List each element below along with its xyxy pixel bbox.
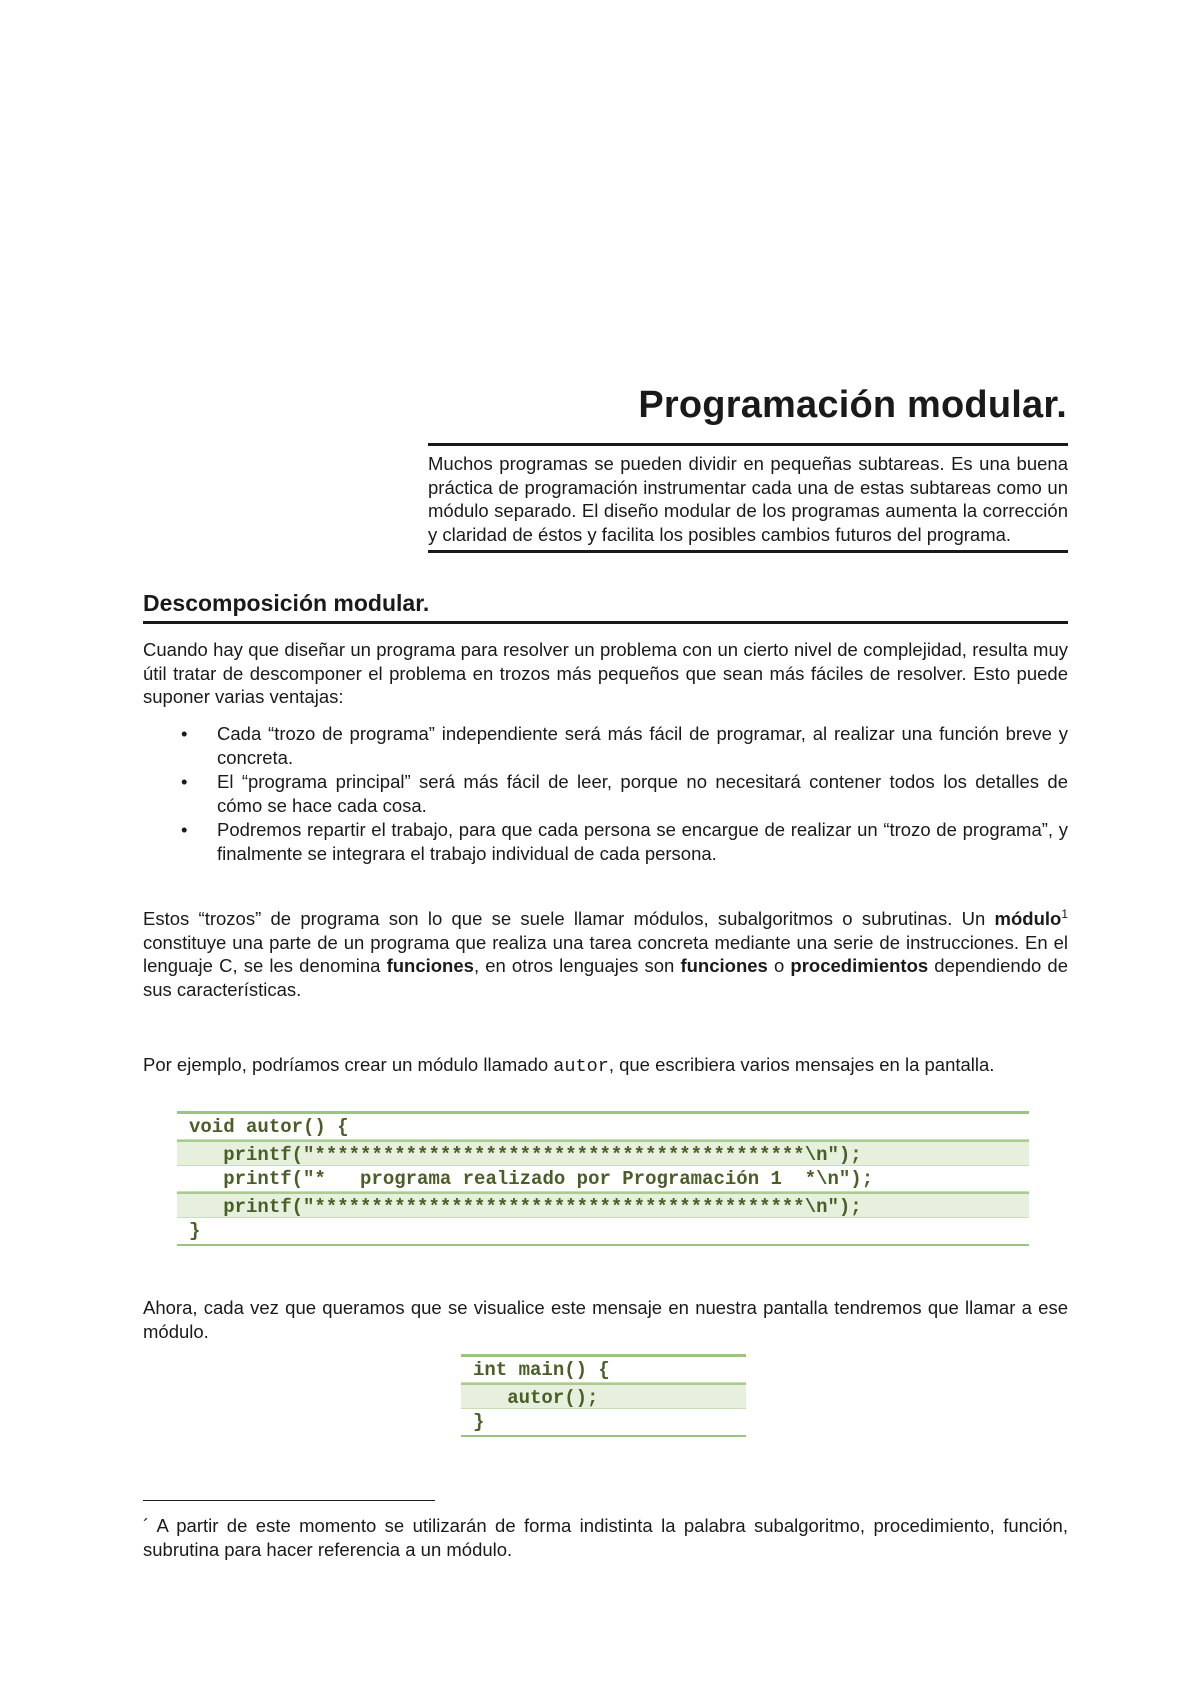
code-line: void autor() {: [177, 1114, 1029, 1140]
example-paragraph: [143, 1053, 1068, 1079]
text-run: , que escribiera varios mensajes en la pantalla.: [608, 1054, 995, 1075]
bullet-icon: •: [181, 819, 188, 840]
list-item: [143, 818, 1068, 865]
list-item-text: Podremos repartir el trabajo, para que cada persona se encargue de realizar un “trozo de programa”, y finalmente se integrara el trabajo individual de cada persona.: [217, 819, 1068, 864]
text-run: Por ejemplo, podríamos crear un módulo llamado: [143, 1054, 554, 1075]
code-block-autor: [177, 1111, 1029, 1246]
inline-code: autor: [553, 1056, 609, 1077]
footnote: [143, 1514, 1068, 1561]
code-line: }: [473, 1411, 485, 1433]
code-line: printf("*******************************************\n");: [177, 1192, 1029, 1218]
advantages-list: [143, 722, 1068, 866]
list-item: [143, 722, 1068, 769]
code-line: printf("* programa realizado por Programación 1 *\n");: [177, 1166, 1029, 1192]
list-item: [143, 770, 1068, 817]
footnote-reference[interactable]: 1: [1061, 906, 1068, 921]
modules-paragraph: [143, 907, 1068, 1001]
call-paragraph: Ahora, cada vez que queramos que se visualice este mensaje en nuestra pantalla tendremos que llamar a ese módulo.: [143, 1297, 1068, 1342]
term-funciones: funciones: [680, 955, 768, 976]
footnote-marker: ´: [143, 1515, 150, 1536]
footnote-separator: [143, 1500, 435, 1501]
text-run: constituye una parte de un programa que realiza una tarea concreta mediante una serie de instrucciones. En el lenguaje C, se les denomina: [143, 931, 1068, 976]
section-title: Descomposición modular.: [143, 590, 1068, 624]
code-line: int main() {: [461, 1357, 746, 1383]
section-intro-paragraph: Cuando hay que diseñar un programa para resolver un problema con un cierto nivel de complejidad, resulta muy útil tratar de descomponer el problema en trozos más pequeños que sean más fáciles de resolver. Esto puede suponer varias ventajas:: [143, 639, 1068, 707]
footnote-text: A partir de este momento se utilizarán de forma indistinta la palabra subalgoritmo, procedimiento, función, subrutina para hacer referencia a un módulo.: [143, 1515, 1068, 1560]
code-line: autor();: [461, 1383, 746, 1409]
term-modulo: módulo: [994, 908, 1062, 929]
text-run: Estos “trozos” de programa son lo que se suele llamar módulos, subalgoritmos o subrutinas. Un: [143, 908, 995, 929]
text-run: dependiendo de sus características.: [143, 955, 1068, 1000]
text-run: o: [767, 955, 791, 976]
code-line: }: [189, 1220, 201, 1242]
bullet-icon: •: [181, 771, 188, 792]
text-run: , en otros lenguajes son: [473, 955, 681, 976]
term-procedimientos: procedimientos: [790, 955, 929, 976]
list-item-text: El “programa principal” será más fácil de leer, porque no necesitará contener todos los detalles de cómo se hace cada cosa.: [217, 771, 1068, 816]
term-funciones: funciones: [386, 955, 474, 976]
bullet-icon: •: [181, 723, 188, 744]
code-line: printf("*******************************************\n");: [177, 1140, 1029, 1166]
chapter-abstract: Muchos programas se pueden dividir en pequeñas subtareas. Es una buena práctica de programación instrumentar cada una de estas subtareas como un módulo separado. El diseño modular de los programas aumenta la corrección y claridad de éstos y facilita los posibles cambios futuros del programa.: [428, 443, 1068, 553]
chapter-title: Programación modular.: [638, 384, 1067, 426]
list-item-text: Cada “trozo de programa” independiente será más fácil de programar, al realizar una función breve y concreta.: [217, 723, 1068, 768]
code-block-main: [461, 1354, 746, 1437]
